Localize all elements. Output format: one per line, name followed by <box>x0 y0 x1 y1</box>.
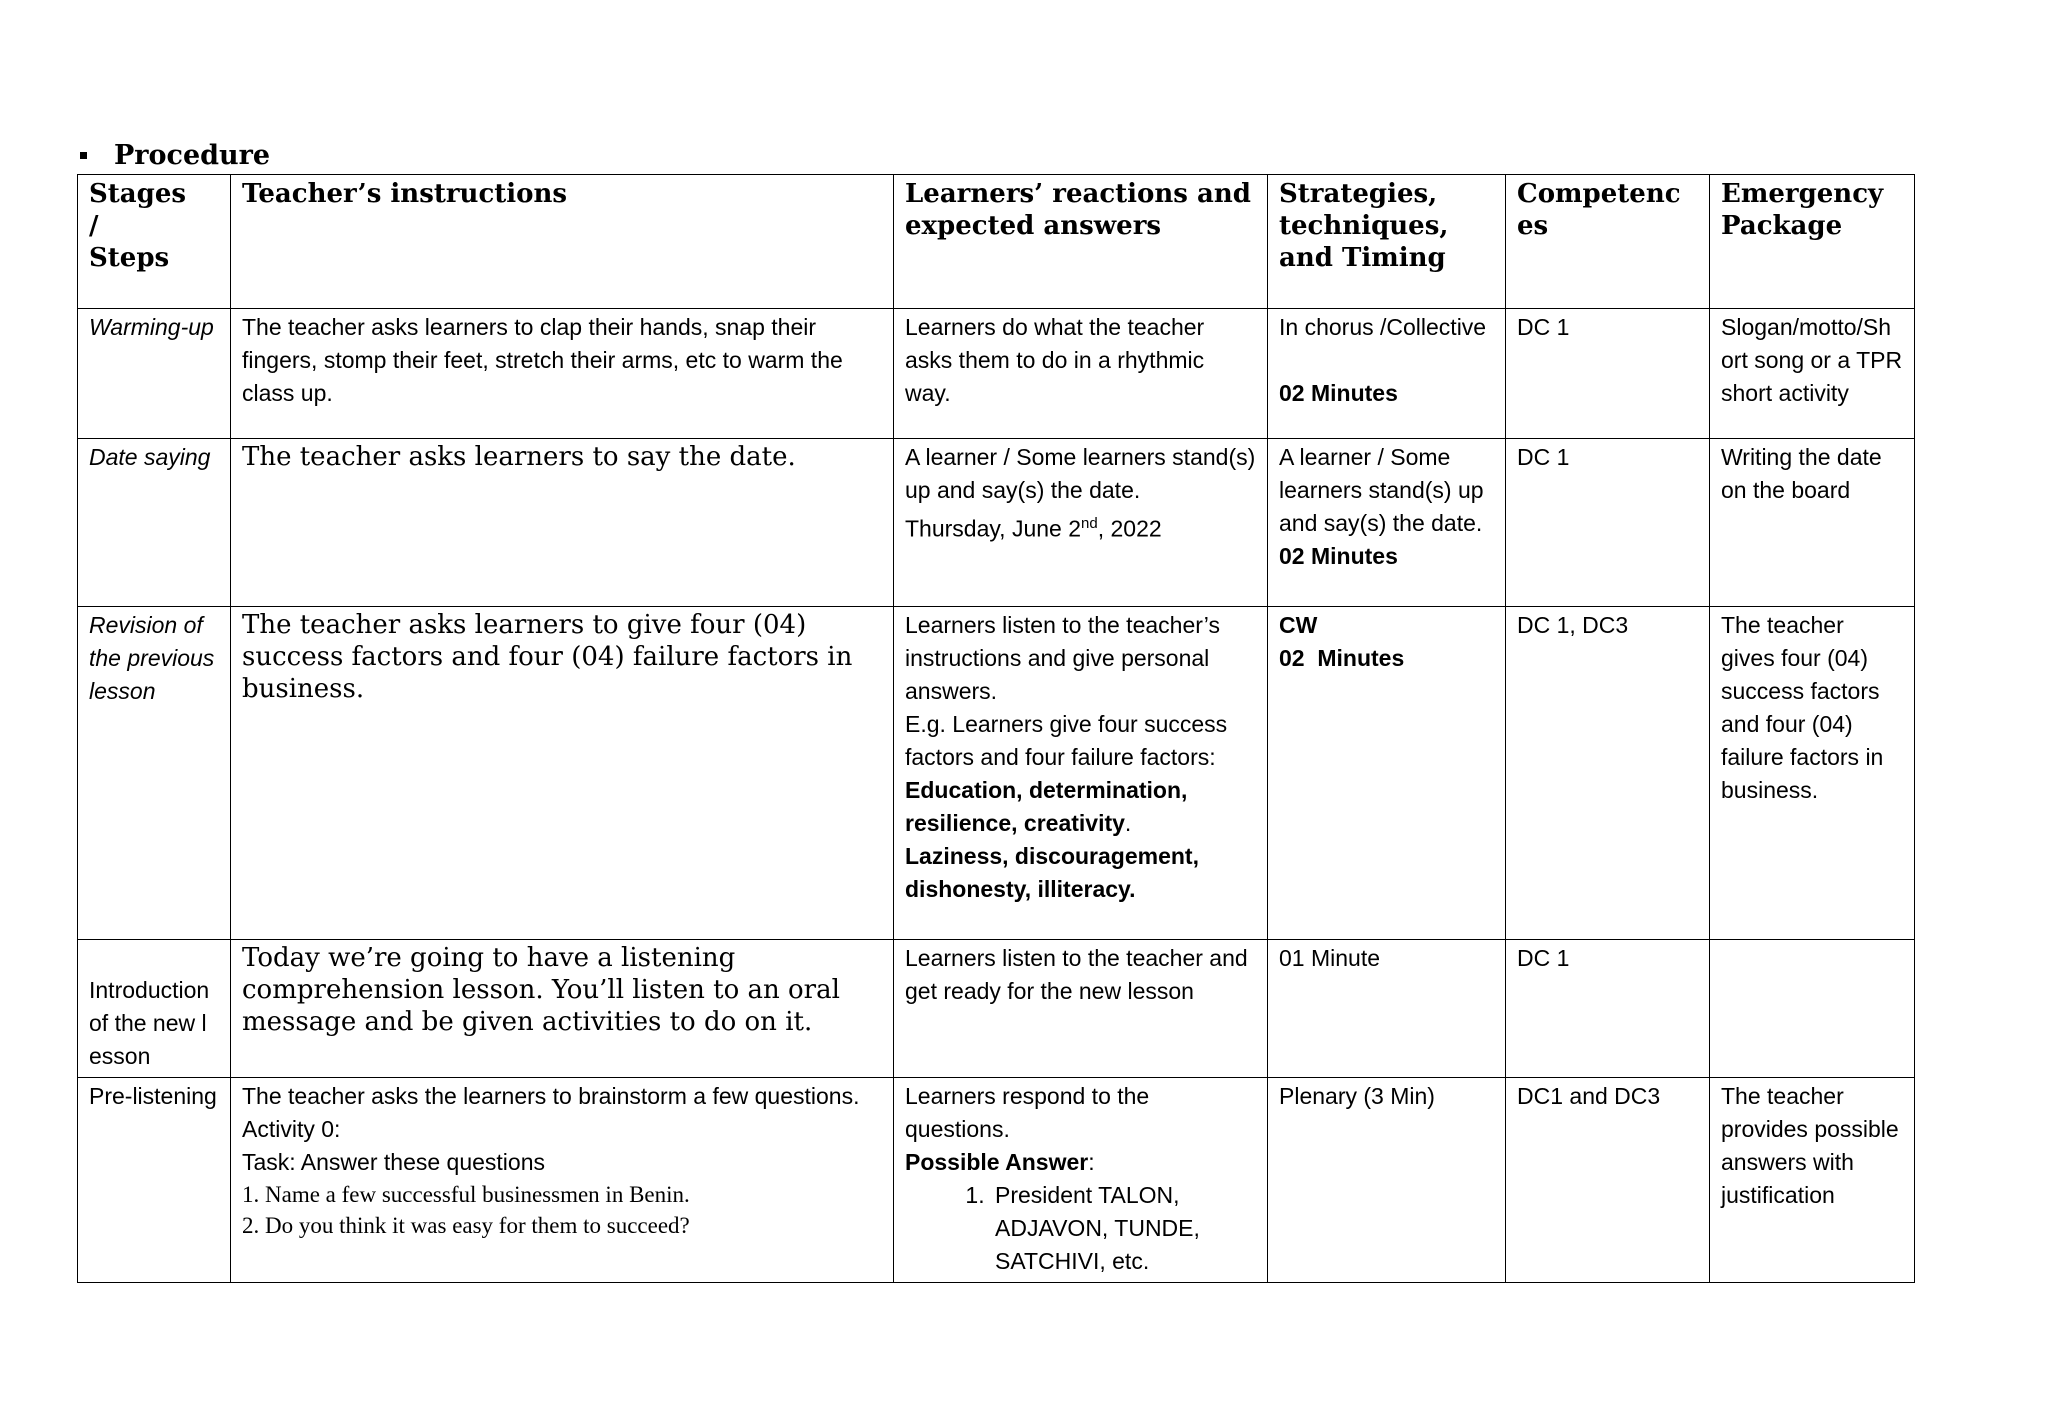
success-list: Education, determination, resilience, creativity <box>905 777 1188 836</box>
failure-factors: Laziness, discouragement, dishonesty, illiteracy. <box>905 843 1199 902</box>
procedure-heading <box>80 140 270 171</box>
competence-cell: DC1 and DC3 <box>1506 1078 1710 1283</box>
learners-cell: Learners listen to the teacher and get ready for the new lesson <box>894 940 1268 1078</box>
strategy-cell <box>1268 309 1506 439</box>
activity-label: Activity 0: <box>242 1116 341 1142</box>
success-end: . <box>1124 810 1132 836</box>
strategy-cell <box>1268 607 1506 940</box>
procedure-title: Procedure <box>114 140 271 171</box>
list-item: 1. President TALON, ADJAVON, TUNDE, SATCHIVI, etc. <box>991 1179 1256 1278</box>
competence-cell: DC 1 <box>1506 940 1710 1078</box>
learners-text: Learners listen to the teacher’s instructions and give personal answers. <box>905 612 1220 704</box>
teacher-cell: The teacher asks learners to say the date. <box>231 439 894 607</box>
header-learners: Learners’ reactions and expected answers <box>894 175 1268 309</box>
table-row <box>78 1078 1915 1283</box>
possible-answer-title: Possible Answer <box>905 1149 1089 1175</box>
learners-example: E.g. Learners give four success factors and four failure factors: <box>905 711 1228 770</box>
header-row <box>78 175 1915 309</box>
emergency-cell: The teacher provides possible answers with justification <box>1710 1078 1915 1283</box>
header-strategies: Strategies, techniques, and Timing <box>1268 175 1506 309</box>
competence-cell: DC 1 <box>1506 439 1710 607</box>
learners-cell <box>894 1078 1268 1283</box>
header-emergency: Emergency Package <box>1710 175 1915 309</box>
date-suffix: nd <box>1081 515 1098 532</box>
teacher-text: The teacher asks the learners to brainstorm a few questions. <box>242 1083 860 1109</box>
stage-cell: Date saying <box>78 439 231 607</box>
emergency-cell <box>1710 940 1915 1078</box>
task-label: Task: Answer these questions <box>242 1149 545 1175</box>
learners-text: A learner / Some learners stand(s) up and say(s) the date. <box>905 444 1256 503</box>
stage-cell: Pre-listening <box>78 1078 231 1283</box>
learners-text: Learners respond to the questions. <box>905 1083 1150 1142</box>
emergency-cell: Writing the date on the board <box>1710 439 1915 607</box>
success-factors <box>905 774 1256 840</box>
strategy-cell: 01 Minute <box>1268 940 1506 1078</box>
possible-answer-colon: : <box>1088 1149 1095 1175</box>
possible-answer-label <box>905 1146 1256 1179</box>
emergency-cell: The teacher gives four (04) success factors and four (04) failure factors in business. <box>1710 607 1915 940</box>
teacher-cell: Today we’re going to have a listening comprehension lesson. You’ll listen to an oral message and be given activities to do on it. <box>231 940 894 1078</box>
date-year: , 2022 <box>1097 515 1162 542</box>
table-row <box>78 940 1915 1078</box>
teacher-cell: The teacher asks learners to clap their hands, snap their fingers, stomp their feet, stretch their arms, etc to warm the class up. <box>231 309 894 439</box>
learners-cell <box>894 439 1268 607</box>
stage-cell: Warming-up <box>78 309 231 439</box>
emergency-cell: Slogan/motto/Short song or a TPR short activity <box>1710 309 1915 439</box>
strategy-text: In chorus /Collective <box>1279 314 1487 340</box>
answer-list <box>905 1179 1256 1278</box>
header-competences: Competenc es <box>1506 175 1710 309</box>
learners-cell: Learners do what the teacher asks them to do in a rhythmic way. <box>894 309 1268 439</box>
table-row <box>78 309 1915 439</box>
competence-cell: DC 1, DC3 <box>1506 607 1710 940</box>
bullet-icon <box>80 152 87 159</box>
teacher-cell <box>231 1078 894 1283</box>
learners-cell <box>894 607 1268 940</box>
header-stages-line2: / <box>89 211 99 241</box>
date-main: Thursday, June 2 <box>905 515 1082 542</box>
timing-text: 02 Minutes <box>1279 645 1405 671</box>
timing-text: 02 Minutes <box>1279 380 1398 406</box>
table-row <box>78 607 1915 940</box>
teacher-cell: The teacher asks learners to give four (04) success factors and four (04) failure factors in business. <box>231 607 894 940</box>
strategy-text: A learner / Some learners stand(s) up and say(s) the date. <box>1279 444 1484 536</box>
strategy-text: CW <box>1279 612 1318 638</box>
header-stages <box>78 175 231 309</box>
procedure-table <box>77 174 1915 1283</box>
strategy-cell <box>1268 439 1506 607</box>
header-stages-line1: Stages <box>89 179 186 209</box>
question-1: 1. Name a few successful businessmen in Benin. <box>242 1182 690 1207</box>
header-teacher: Teacher’s instructions <box>231 175 894 309</box>
stage-cell: Revision of the previous lesson <box>78 607 231 940</box>
timing-text: 02 Minutes <box>1279 543 1398 569</box>
table-row <box>78 439 1915 607</box>
date-text <box>905 507 1256 546</box>
strategy-cell: Plenary (3 Min) <box>1268 1078 1506 1283</box>
header-stages-line3: Steps <box>89 243 170 273</box>
question-2: 2. Do you think it was easy for them to succeed? <box>242 1213 690 1238</box>
competence-cell: DC 1 <box>1506 309 1710 439</box>
stage-cell: Introduction of the new lesson <box>78 940 231 1078</box>
